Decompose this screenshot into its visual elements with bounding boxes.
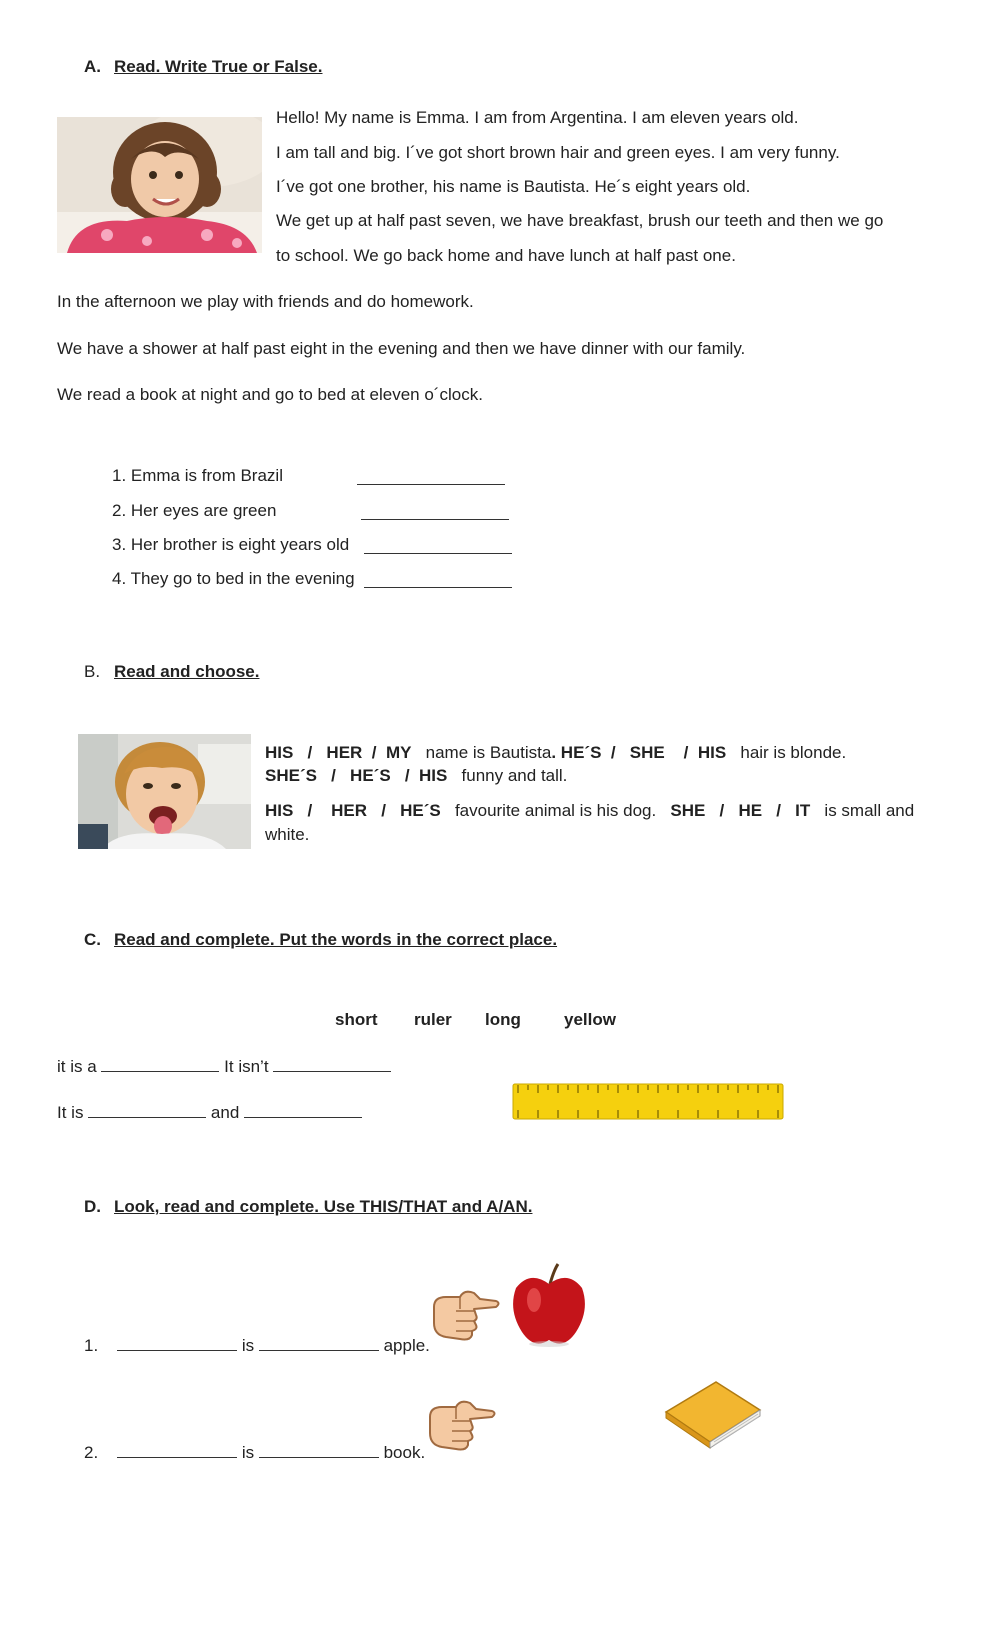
item-number: 2.	[84, 1443, 99, 1462]
paragraph-line: We read a book at night and go to bed at eleven o´clock.	[57, 385, 483, 404]
option-she[interactable]: SHE	[629, 743, 665, 762]
complete-text: It isn’t	[224, 1057, 269, 1076]
sentence-item-2	[84, 1443, 425, 1463]
boy-photo	[78, 734, 251, 849]
sentence-text: hair is blonde.	[740, 743, 847, 762]
choose-line-4: white.	[265, 825, 310, 844]
question-3: 3. Her brother is eight years old	[112, 535, 350, 554]
fill-blank[interactable]	[244, 1103, 362, 1118]
section-title: Look, read and complete. Use THIS/THAT and A/AN.	[114, 1197, 533, 1216]
sentence-text: funny and tall.	[461, 766, 568, 785]
option-her[interactable]: HER	[331, 801, 368, 820]
sentence-text: is small and	[824, 801, 915, 820]
option-his[interactable]: HIS	[419, 766, 448, 785]
fill-blank[interactable]	[273, 1057, 391, 1072]
paragraph-line: In the afternoon we play with friends and do homework.	[57, 292, 474, 311]
section-letter: B.	[84, 662, 101, 681]
word-bank-item[interactable]: short	[335, 1010, 378, 1029]
option-his[interactable]: HIS	[265, 801, 294, 820]
ruler-icon	[512, 1083, 784, 1120]
question-4: 4. They go to bed in the evening	[112, 569, 355, 588]
question-2: 2. Her eyes are green	[112, 501, 277, 520]
option-he[interactable]: HE	[738, 801, 763, 820]
paragraph-line: Hello! My name is Emma. I am from Argentina. I am eleven years old.	[276, 108, 799, 127]
fill-blank[interactable]	[259, 1443, 379, 1458]
item-text: apple.	[383, 1336, 430, 1355]
complete-text: and	[210, 1103, 240, 1122]
item-text: is	[241, 1336, 255, 1355]
question-1: 1. Emma is from Brazil	[112, 466, 283, 485]
fill-blank[interactable]	[117, 1443, 237, 1458]
complete-line-1	[57, 1057, 391, 1077]
separator: /	[683, 743, 689, 762]
option-shes[interactable]: SHE´S	[265, 766, 317, 785]
option-it[interactable]: IT	[795, 801, 811, 820]
paragraph-line: I am tall and big. I´ve got short brown hair and green eyes. I am very funny.	[276, 143, 840, 162]
separator: /	[371, 743, 377, 762]
choose-line-2	[265, 766, 567, 786]
word-bank-item[interactable]: ruler	[414, 1010, 452, 1029]
separator: /	[404, 766, 410, 785]
separator: /	[307, 743, 313, 762]
fill-blank[interactable]	[259, 1336, 379, 1351]
option-his[interactable]: HIS	[265, 743, 294, 762]
complete-text: It is	[57, 1103, 84, 1122]
separator: /	[307, 801, 313, 820]
paragraph-line: We have a shower at half past eight in the evening and then we have dinner with our family.	[57, 339, 746, 358]
option-my[interactable]: MY	[385, 743, 412, 762]
section-letter: A.	[84, 57, 101, 76]
paragraph-line: I´ve got one brother, his name is Bautista. He´s eight years old.	[276, 177, 751, 196]
section-d-heading	[84, 1197, 532, 1217]
section-letter: D.	[84, 1197, 101, 1216]
book-icon	[658, 1372, 764, 1450]
answer-blank-4[interactable]	[364, 573, 512, 588]
section-title: Read and choose.	[114, 662, 260, 681]
separator: /	[331, 766, 336, 785]
answer-blank-3[interactable]	[364, 539, 512, 554]
girl-photo	[57, 117, 262, 253]
option-hes[interactable]: HE´S	[350, 766, 391, 785]
separator: /	[610, 743, 616, 762]
choose-line-1	[265, 743, 846, 763]
fill-blank[interactable]	[117, 1336, 237, 1351]
fill-blank[interactable]	[101, 1057, 219, 1072]
section-title: Read and complete. Put the words in the correct place.	[114, 930, 558, 949]
option-hes[interactable]: HE´S	[400, 801, 441, 820]
separator: /	[381, 801, 386, 820]
apple-icon	[510, 1262, 588, 1348]
answer-blank-2[interactable]	[361, 505, 509, 520]
fill-blank[interactable]	[88, 1103, 206, 1118]
word-bank-item[interactable]: yellow	[564, 1010, 616, 1029]
separator: /	[719, 801, 725, 820]
complete-line-2	[57, 1103, 362, 1123]
complete-text: it is a	[57, 1057, 97, 1076]
sentence-text: favourite animal is his dog.	[454, 801, 657, 820]
sentence-item-1	[84, 1336, 430, 1356]
item-text: book.	[383, 1443, 426, 1462]
paragraph-line: to school. We go back home and have lunch at half past one.	[276, 246, 736, 265]
item-number: 1.	[84, 1336, 99, 1355]
section-c-heading	[84, 930, 557, 950]
item-text: is	[241, 1443, 255, 1462]
answer-blank-1[interactable]	[357, 470, 505, 485]
section-a-heading	[84, 57, 322, 77]
option-hes[interactable]: HE´S	[560, 743, 602, 762]
option-his[interactable]: HIS	[697, 743, 727, 762]
option-her[interactable]: HER	[326, 743, 363, 762]
section-letter: C.	[84, 930, 101, 949]
sentence-text: name is Bautista	[425, 743, 552, 762]
section-b-heading	[84, 662, 259, 682]
paragraph-line: We get up at half past seven, we have breakfast, brush our teeth and then we go	[276, 211, 884, 230]
option-she[interactable]: SHE	[670, 801, 706, 820]
pointing-hand-icon	[430, 1285, 502, 1343]
separator: /	[776, 801, 781, 820]
sentence-dot: .	[551, 743, 557, 762]
pointing-hand-icon	[426, 1395, 498, 1453]
choose-line-3	[265, 801, 914, 821]
word-bank-item[interactable]: long	[485, 1010, 521, 1029]
section-title: Read. Write True or False.	[114, 57, 323, 76]
